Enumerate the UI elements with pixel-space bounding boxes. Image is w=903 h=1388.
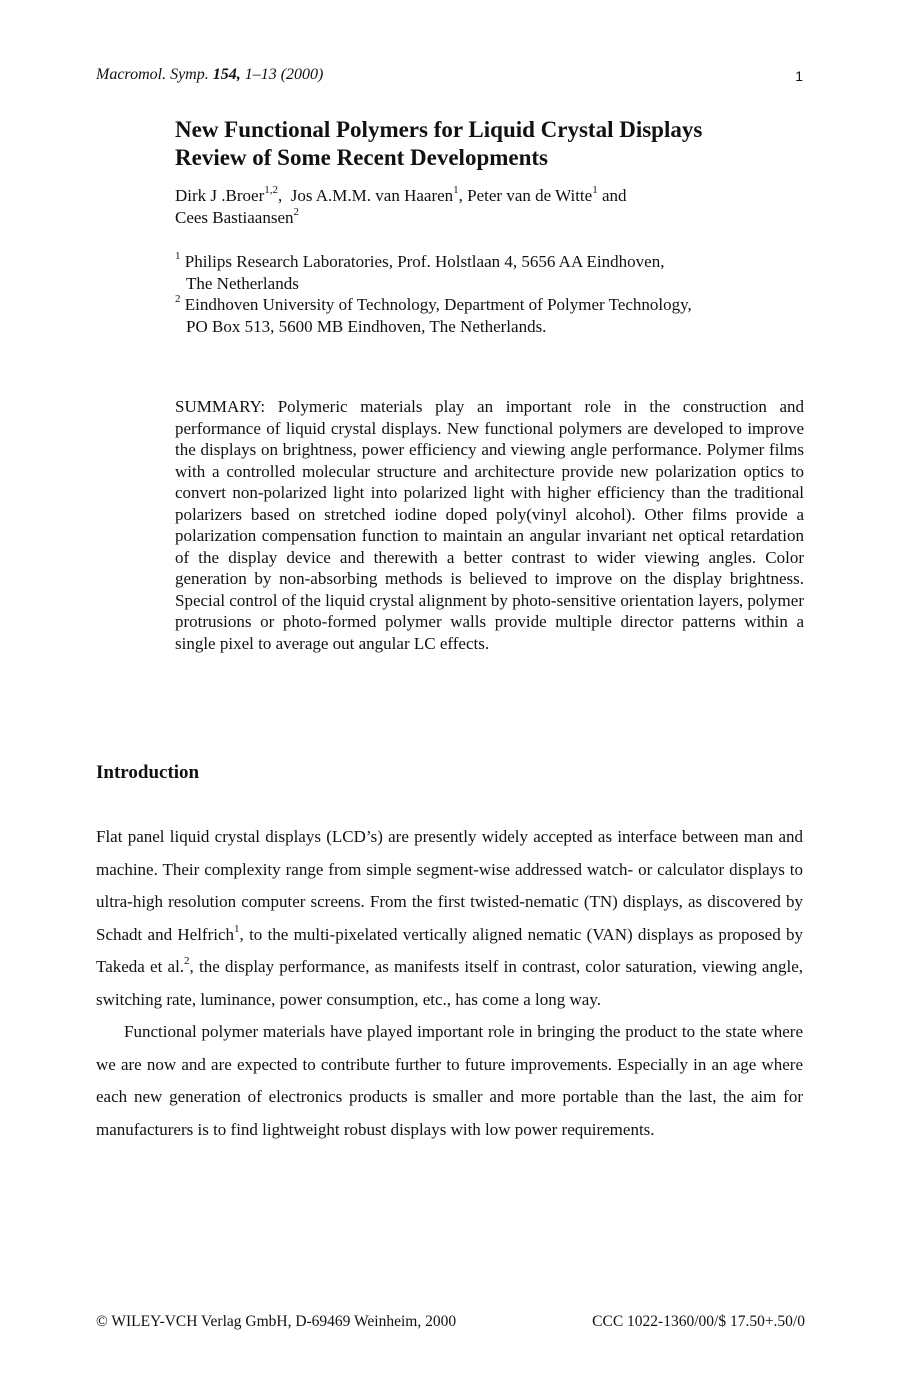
affiliation-2-continued: PO Box 513, 5600 MB Eindhoven, The Netherlands. [186, 316, 547, 336]
journal-name: Macromol. Symp. [96, 66, 213, 83]
affiliation-marker: 2 [293, 206, 299, 219]
author-list [175, 185, 815, 229]
running-head [96, 66, 323, 84]
affiliation-1-continued: The Netherlands [186, 273, 299, 293]
affiliation-number: 1 [175, 250, 181, 263]
section-heading-introduction: Introduction [96, 762, 200, 783]
author-name: Cees Bastiaansen [175, 208, 294, 227]
affiliation-marker: 1,2 [264, 184, 278, 197]
author-separator: , [277, 186, 291, 205]
author-name: Dirk J .Broer [175, 186, 265, 205]
title-line-1: New Functional Polymers for Liquid Crystal Displays [175, 117, 703, 142]
paragraph: Functional polymer materials have played important role in bringing the product to the state where we are now and are expected to contribute further to future improvements. Especially in an age where each new generation of electronics products is smaller and more portable than the last, the aim for manufacturers is to find lightweight robust displays with low power requirements. [96, 1022, 803, 1139]
copyright-footer: © WILEY-VCH Verlag GmbH, D-69469 Weinheim, 2000 [96, 1313, 457, 1330]
paragraph-text: Flat panel liquid crystal displays (LCD’s) are presently widely accepted as interface between man and machine. Their complexity range from simple segment-wise addressed watch- or calculator displays to ultra-high resolution computer screens. From the first twisted-nematic (TN) displays, as discovered by Schadt and Helfrich [96, 827, 803, 944]
affiliation-marker: 1 [592, 184, 598, 197]
page-number: 1 [795, 68, 803, 84]
affiliation-marker: 1 [453, 184, 459, 197]
paper-title [175, 116, 815, 172]
affiliation-text: Eindhoven University of Technology, Department of Polymer Technology, [180, 295, 692, 314]
title-line-2: Review of Some Recent Developments [175, 145, 549, 170]
reference-marker: 1 [234, 922, 240, 935]
journal-pages-year: 1–13 (2000) [240, 66, 324, 83]
paragraph-text: , to the multi-pixelated vertically aligned nematic (VAN) displays as proposed by Takeda et al. [96, 924, 803, 976]
paragraph [96, 821, 803, 1016]
reference-marker: 2 [184, 955, 190, 968]
journal-volume: 154, [212, 66, 241, 83]
affiliations [175, 251, 815, 337]
affiliation-text: Philips Research Laboratories, Prof. Holstlaan 4, 5656 AA Eindhoven, [180, 252, 665, 271]
introduction-body [96, 821, 803, 1146]
author-separator: , [458, 186, 468, 205]
abstract-summary: SUMMARY: Polymeric materials play an important role in the construction and performance of liquid crystal displays. New functional polymers are developed to improve the displays on brightness, power efficiency and viewing angle performance. Polymer films with a controlled molecular structure and architecture provide new polarization optics to convert non-polarized light into polarized light with higher efficiency than the traditional polarizers based on stretched iodine doped poly(vinyl alcohol). Other films provide a polarization compensation function to maintain an angular invariant net optical retardation of the display device and therewith a better contrast to wider viewing angles. Color generation by non-absorbing methods is believed to improve on the display brightness. Special control of the liquid crystal alignment by photo-sensitive orientation layers, polymer protrusions or photo-formed polymer walls provide multiple director patterns within a single pixel to average out angular LC effects. [175, 397, 804, 653]
author-name: Jos A.M.M. van Haaren [290, 186, 454, 205]
paragraph-text: , the display performance, as manifests itself in contrast, color saturation, viewing angle, switching rate, luminance, power consumption, etc., has come a long way. [96, 957, 803, 1009]
ccc-code-footer: CCC 1022-1360/00/$ 17.50+.50/0 [592, 1313, 805, 1330]
affiliation-1 [175, 251, 815, 273]
author-separator: and [597, 186, 627, 205]
affiliation-2 [175, 294, 815, 316]
affiliation-number: 2 [175, 293, 181, 306]
author-name: Peter van de Witte [467, 186, 593, 205]
